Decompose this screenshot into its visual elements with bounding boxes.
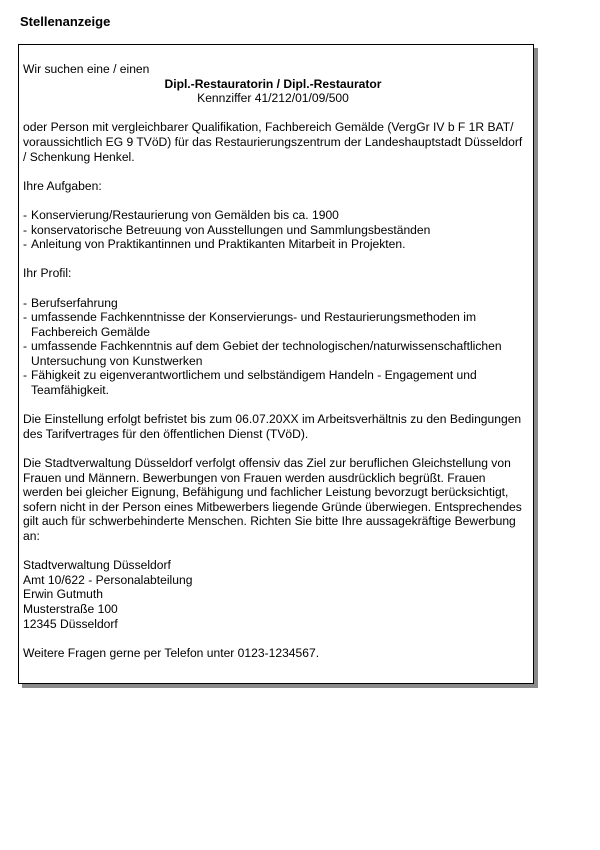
address-line: Musterstraße 100	[23, 601, 118, 616]
list-item: - umfassende Fachkenntnisse der Konservierungs- und Restaurierungsmethoden im Fachbereich Gemälde	[23, 310, 477, 339]
profile-heading: Ihr Profil:	[23, 266, 72, 281]
profile-list	[23, 296, 523, 398]
list-item: - Berufserfahrung	[23, 295, 118, 310]
address-line: 12345 Düsseldorf	[23, 616, 118, 631]
tasks-list	[23, 208, 523, 252]
job-title: Dipl.-Restauratorin / Dipl.-Restaurator	[164, 76, 382, 91]
job-description: oder Person mit vergleichbarer Qualifikation, Fachbereich Gemälde (VergGr IV b F 1R BAT/ voraussichtlich EG 9 TVöD) für das Restaurierungszentrum der Landeshauptstadt Düsseldorf / Schenkung Henkel.	[23, 120, 523, 164]
page-title: Stellenanzeige	[20, 14, 111, 29]
contact-info: Weitere Fragen gerne per Telefon unter 0123-1234567.	[23, 645, 320, 660]
application-address	[23, 558, 523, 631]
list-item: - umfassende Fachkenntnis auf dem Gebiet der technologischen/naturwissenschaftlichen Untersuchung von Kunstwerken	[23, 339, 502, 368]
employment-terms: Die Einstellung erfolgt befristet bis zum 06.07.20XX im Arbeitsverhältnis zu den Bedingungen des Tarifvertrages für den öffentlichen Dienst (TVöD).	[23, 412, 522, 441]
list-item: - Anleitung von Praktikantinnen und Praktikanten Mitarbeit in Projekten.	[23, 237, 406, 252]
address-line: Amt 10/622 - Personalabteilung	[23, 572, 193, 587]
list-item: - Fähigkeit zu eigenverantwortlichem und selbständigem Handeln - Engagement und Teamfähigkeit.	[23, 368, 477, 398]
equality-statement: Die Stadtverwaltung Düsseldorf verfolgt offensiv das Ziel zur beruflichen Gleichstellung von Frauen und Männern. Bewerbungen von Frauen werden ausdrücklich begrüßt. Frauen werden bei gleicher Eignung, Befähigung und fachlicher Leistung bevorzugt berücksichtigt, sofern nicht in der Person eines Mitbewerbers liegende Gründe überwiegen. Entsprechendes gilt auch für schwerbehinderte Menschen. Richten Sie bitte Ihre aussagekräftige Bewerbung an:	[23, 456, 522, 543]
tasks-heading: Ihre Aufgaben:	[23, 178, 102, 193]
address-line: Stadtverwaltung Düsseldorf	[23, 558, 171, 573]
job-reference: Kennziffer 41/212/01/09/500	[197, 91, 349, 106]
list-item: - Konservierung/Restaurierung von Gemälden bis ca. 1900	[23, 207, 339, 222]
ad-intro: Wir suchen eine / einen	[23, 62, 150, 76]
job-ad-box	[18, 44, 534, 684]
address-line: Erwin Gutmuth	[23, 587, 103, 602]
list-item: - konservatorische Betreuung von Ausstellungen und Sammlungsbeständen	[23, 222, 431, 237]
